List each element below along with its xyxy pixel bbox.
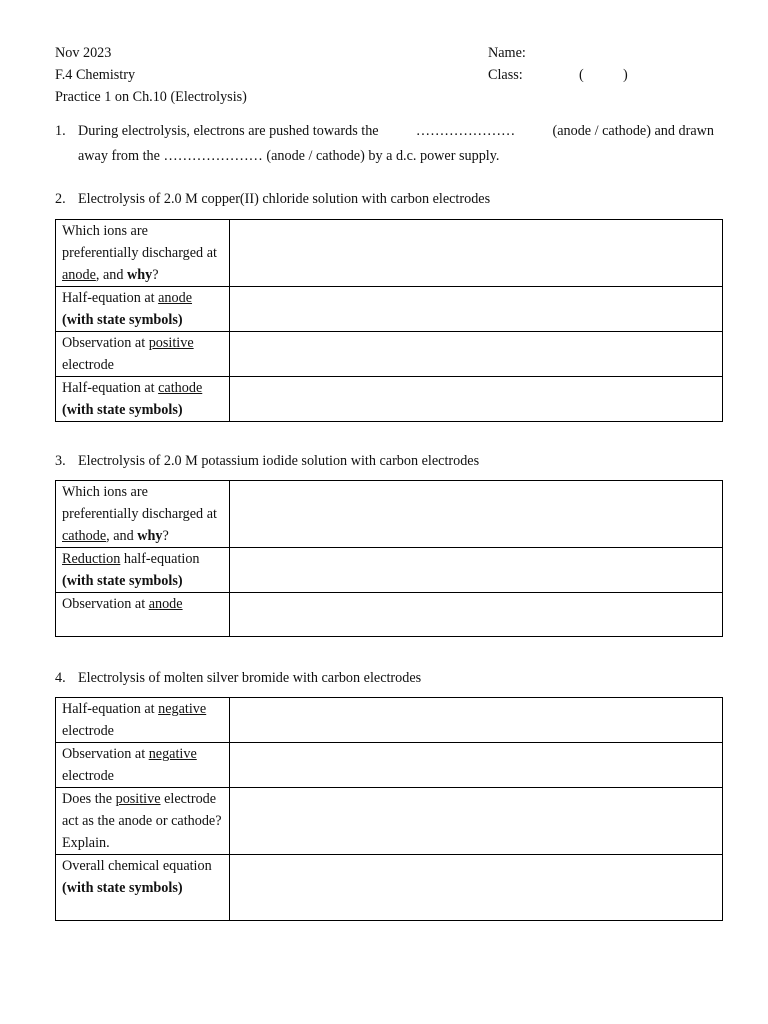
table-row xyxy=(56,548,723,593)
q3-row1-answer-cell[interactable] xyxy=(230,481,723,548)
table-row xyxy=(56,287,723,332)
q4-row1-label: Half-equation at negative electrode xyxy=(56,698,230,743)
table-row xyxy=(56,698,723,743)
q3-row1-label: Which ions are preferentially discharged at cathode, and why? xyxy=(56,481,230,548)
q4-row2-answer-cell[interactable] xyxy=(230,743,723,788)
q3-number: 3. xyxy=(55,453,66,469)
table-row xyxy=(56,220,723,287)
q4-row4-answer-cell[interactable] xyxy=(230,855,723,921)
q2-title: Electrolysis of 2.0 M copper(II) chloride solution with carbon electrodes xyxy=(78,191,491,207)
q2-row4-answer-cell[interactable] xyxy=(230,377,723,422)
q2-row1-label: Which ions are preferentially discharged at anode, and why? xyxy=(56,220,230,287)
date-text: Nov 2023 xyxy=(55,45,112,61)
class-number-paren-open: ( xyxy=(579,67,584,83)
table-row xyxy=(56,332,723,377)
q3-row3-answer-cell[interactable] xyxy=(230,593,723,637)
practice-title: Practice 1 on Ch.10 (Electrolysis) xyxy=(55,89,247,105)
q3-row3-label: Observation at anode xyxy=(56,593,230,637)
class-label: Class: xyxy=(488,67,523,83)
q2-row2-answer-cell[interactable] xyxy=(230,287,723,332)
q4-row3-answer-cell[interactable] xyxy=(230,788,723,855)
name-label: Name: xyxy=(488,45,526,61)
table-row xyxy=(56,788,723,855)
q2-row4-label: Half-equation at cathode (with state symbols) xyxy=(56,377,230,422)
q4-row1-answer-cell[interactable] xyxy=(230,698,723,743)
q4-row2-label: Observation at negative electrode xyxy=(56,743,230,788)
q2-row2-label: Half-equation at anode (with state symbols) xyxy=(56,287,230,332)
q1-blank-2: ………………… xyxy=(163,148,263,164)
q1-line1-text-b: (anode / cathode) and drawn xyxy=(552,123,714,139)
q2-table xyxy=(55,219,723,422)
q4-table xyxy=(55,697,723,921)
q2-number: 2. xyxy=(55,191,66,207)
q1-line1 xyxy=(78,120,714,142)
table-row xyxy=(56,743,723,788)
q1-blank-1: ………………… xyxy=(415,123,516,139)
table-row xyxy=(56,855,723,921)
q3-row2-answer-cell[interactable] xyxy=(230,548,723,593)
q2-row1-answer-cell[interactable] xyxy=(230,220,723,287)
q2-row3-answer-cell[interactable] xyxy=(230,332,723,377)
q4-row3-label: Does the positive electrode act as the anode or cathode? Explain. xyxy=(56,788,230,855)
q1-line2-text-a: away from the xyxy=(78,148,160,164)
q1-line2 xyxy=(78,145,499,167)
q3-title: Electrolysis of 2.0 M potassium iodide solution with carbon electrodes xyxy=(78,453,480,469)
q1-line2-text-b: (anode / cathode) by a d.c. power supply. xyxy=(266,148,500,164)
q3-table xyxy=(55,480,723,637)
class-number-paren-close: ) xyxy=(623,67,628,83)
table-row xyxy=(56,593,723,637)
subject-text: F.4 Chemistry xyxy=(55,67,136,83)
q2-row3-label: Observation at positive electrode xyxy=(56,332,230,377)
q4-row4-label: Overall chemical equation (with state symbols) xyxy=(56,855,230,921)
q1-number: 1. xyxy=(55,123,66,139)
table-row xyxy=(56,481,723,548)
q3-row2-label: Reduction half-equation (with state symbols) xyxy=(56,548,230,593)
q4-number: 4. xyxy=(55,670,66,686)
q4-title: Electrolysis of molten silver bromide with carbon electrodes xyxy=(78,670,422,686)
q1-line1-text-a: During electrolysis, electrons are pushed towards the xyxy=(78,123,379,139)
table-row xyxy=(56,377,723,422)
